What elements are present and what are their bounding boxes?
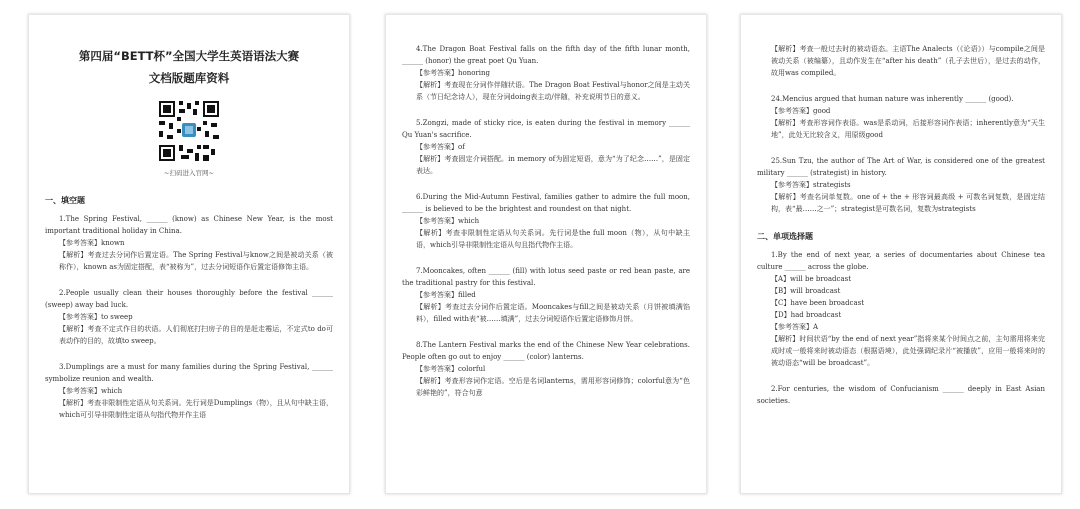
question-text: 1.The Spring Festival, ______ (know) as Chinese New Year, is the most important traditional holiday in China.: [45, 215, 333, 235]
question-item: [402, 117, 690, 177]
question-item: [402, 191, 690, 251]
question-item: [402, 339, 690, 399]
document-page-3: [740, 14, 1062, 494]
question-item: [757, 155, 1045, 215]
question-item: [757, 249, 1045, 369]
document-subtitle: 文档版题库资料: [148, 71, 230, 85]
answer-text: 【参考答案】good: [771, 107, 831, 115]
answer-text: 【参考答案】A: [771, 323, 819, 331]
question-text: 2.For centuries, the wisdom of Confucianism ______ deeply in East Asian societies.: [757, 385, 1045, 405]
answer-text: 【参考答案】known: [59, 239, 125, 247]
explanation-text: 【解析】考查形容词作定语。空后是名词lanterns，需用形容词修饰；colorful意为“色彩鲜艳的”，符合句意: [416, 377, 690, 397]
section-title-fill-in: 一、填空题: [45, 196, 85, 205]
answer-text: 【参考答案】colorful: [416, 365, 486, 373]
question-item: [45, 361, 333, 421]
option-b: 【B】will broadcast: [771, 287, 841, 295]
qr-code[interactable]: [157, 99, 221, 163]
explanation-text: 【解析】考查过去分词作后置定语。Mooncakes与fill之间是被动关系（月饼被填满馅料），filled with表“被……填满”，过去分词短语作后置定语修饰月饼。: [416, 303, 690, 323]
question-text: 25.Sun Tzu, the author of The Art of War, is considered one of the greatest military ______ (strategist) in history.: [757, 157, 1045, 177]
explanation-text: 【解析】考查不定式作目的状语。人们彻底打扫房子的目的是赶走霉运，不定式to do可表动作的目的，故填to sweep。: [59, 325, 333, 345]
question-text: 6.During the Mid-Autumn Festival, families gather to admire the full moon, ______ is believed to be the brightest and roundest on that night.: [402, 193, 690, 213]
explanation-text: 【解析】考查现在分词作伴随状语。The Dragon Boat Festival与honor之间是主动关系（节日纪念诗人），现在分词doing表主动/伴随，补充说明节日的意义。: [416, 81, 690, 101]
document-page-1: [28, 14, 350, 494]
explanation-text: 【解析】考查名词单复数。one of + the + 形容词最高级 + 可数名词复数，是固定结构，表“最……之一”；strategist是可数名词，复数为strategists: [771, 193, 1045, 213]
explanation-text: 【解析】考查过去分词作后置定语。The Spring Festival与know之间是被动关系（被称作），known as为固定搭配，表“被称为”，过去分词短语作后置定语修饰主语。: [59, 251, 333, 271]
question-item: [757, 93, 1045, 141]
question-item: [402, 43, 690, 103]
question-text: 1.By the end of next year, a series of documentaries about Chinese tea culture ______ across the globe.: [757, 251, 1045, 271]
explanation-text: 【解析】考查一般过去时的被动语态。主语The Analects（《论语》）与compile之间是被动关系（被编纂），且动作发生在“after his death”（孔子去世后），是过去的动作，故用was compiled。: [771, 45, 1045, 77]
answer-text: 【参考答案】honoring: [416, 69, 491, 77]
document-page-2: [385, 14, 707, 494]
question-text: 7.Mooncakes, often ______ (fill) with lotus seed paste or red bean paste, are the traditional pastry for this festival.: [402, 267, 690, 287]
explanation-text: 【解析】考查非限制性定语从句关系词。先行词是the full moon（物），从句中缺主语，which引导非限制性定语从句且指代物作主语。: [416, 229, 690, 249]
document-title: 第四届“BETT杯”全国大学生英语语法大赛: [78, 49, 300, 63]
explanation-text: 【解析】时间状语“by the end of next year”指将来某个时间点之前，主句需用将来完成时或一般将来时被动语态（根据语境），此处强调纪录片“被播放”，应用一般将来时的被动语态“will be broadcast”。: [771, 335, 1045, 367]
option-d: 【D】had broadcast: [771, 311, 842, 319]
explanation-text: 【解析】考查固定介词搭配。in memory of为固定短语，意为“为了纪念……”，是固定表达。: [416, 155, 690, 175]
question-item: [45, 213, 333, 273]
answer-text: 【参考答案】strategists: [771, 181, 851, 189]
option-a: 【A】will be broadcast: [771, 275, 852, 283]
question-text: 24.Mencius argued that human nature was inherently ______ (good).: [771, 95, 1014, 103]
question-text: 3.Dumplings are a must for many families during the Spring Festival, ______ symbolize reunion and wealth.: [45, 363, 333, 383]
section-title-multiple-choice: 二、单项选择题: [757, 232, 813, 241]
qr-code-icon: [157, 99, 221, 163]
question-item: [402, 265, 690, 325]
answer-text: 【参考答案】to sweep: [59, 313, 133, 321]
explanation-text: 【解析】考查非限制性定语从句关系词。先行词是Dumplings（物），且从句中缺主语，which可引导非限制性定语从句指代物并作主语: [59, 399, 333, 419]
question-item: [45, 287, 333, 347]
answer-text: 【参考答案】which: [59, 387, 123, 395]
question-text: 5.Zongzi, made of sticky rice, is eaten during the festival in memory ______ Qu Yuan's sacrifice.: [402, 119, 690, 139]
answer-text: 【参考答案】which: [416, 217, 480, 225]
answer-text: 【参考答案】of: [416, 143, 465, 151]
option-c: 【C】have been broadcast: [771, 299, 865, 307]
question-text: 2.People usually clean their houses thoroughly before the festival ______ (sweep) away bad luck.: [45, 289, 333, 309]
qr-caption: ~扫码进入官网~: [164, 169, 214, 177]
explanation-text: 【解析】考查形容词作表语。was是系动词，后接形容词作表语；inherently意为“天生地”，此处无比较含义，用原级good: [771, 119, 1045, 139]
question-text: 8.The Lantern Festival marks the end of the Chinese New Year celebrations. People often go out to enjoy ______ (color) lanterns.: [402, 341, 690, 361]
question-text: 4.The Dragon Boat Festival falls on the fifth day of the fifth lunar month, ______ (honor) the great poet Qu Yuan.: [402, 45, 690, 65]
answer-text: 【参考答案】filled: [416, 291, 476, 299]
